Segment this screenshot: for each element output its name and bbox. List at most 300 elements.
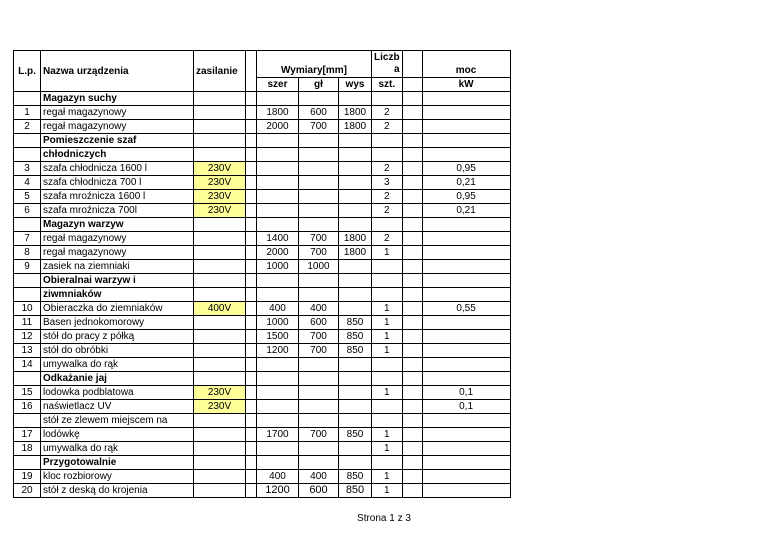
row-height: 850 bbox=[339, 484, 372, 498]
row-depth: 1000 bbox=[299, 260, 339, 274]
row-lp bbox=[14, 148, 41, 162]
row-kw: 0,55 bbox=[422, 302, 510, 316]
table-row bbox=[14, 316, 511, 330]
row-empty bbox=[402, 232, 422, 246]
row-name: regał magazynowy bbox=[41, 120, 194, 134]
row-empty bbox=[402, 316, 422, 330]
section-row bbox=[14, 92, 511, 106]
row-name: zasiek na ziemniaki bbox=[41, 260, 194, 274]
row-depth: 400 bbox=[299, 302, 339, 316]
header-kw-unit: kW bbox=[422, 78, 510, 92]
row-depth bbox=[299, 386, 339, 400]
row-height bbox=[339, 400, 372, 414]
row-spacer bbox=[246, 274, 257, 288]
row-depth bbox=[299, 218, 339, 232]
row-empty bbox=[402, 372, 422, 386]
header-depth: gł bbox=[299, 78, 339, 92]
row-kw bbox=[422, 232, 510, 246]
row-qty bbox=[372, 274, 403, 288]
row-depth: 700 bbox=[299, 344, 339, 358]
header-dims: Wymiary[mm] bbox=[257, 51, 372, 78]
row-empty bbox=[402, 176, 422, 190]
row-empty bbox=[402, 260, 422, 274]
row-height bbox=[339, 442, 372, 456]
row-height bbox=[339, 456, 372, 470]
header-empty-2 bbox=[402, 78, 422, 92]
row-qty: 1 bbox=[372, 330, 403, 344]
row-power: 230V bbox=[194, 386, 246, 400]
row-kw: 0,21 bbox=[422, 176, 510, 190]
row-kw: 0,1 bbox=[422, 386, 510, 400]
table-row bbox=[14, 400, 511, 414]
table-row bbox=[14, 344, 511, 358]
section-row bbox=[14, 274, 511, 288]
row-width bbox=[257, 456, 299, 470]
row-qty: 1 bbox=[372, 428, 403, 442]
row-spacer bbox=[246, 162, 257, 176]
row-width bbox=[257, 190, 299, 204]
row-power bbox=[194, 218, 246, 232]
row-power bbox=[194, 414, 246, 428]
row-height bbox=[339, 358, 372, 372]
row-height bbox=[339, 176, 372, 190]
row-qty: 2 bbox=[372, 232, 403, 246]
header-power: zasilanie bbox=[194, 51, 246, 92]
row-qty bbox=[372, 134, 403, 148]
row-lp: 4 bbox=[14, 176, 41, 190]
row-spacer bbox=[246, 204, 257, 218]
row-empty bbox=[402, 302, 422, 316]
row-kw bbox=[422, 134, 510, 148]
row-power bbox=[194, 148, 246, 162]
row-spacer bbox=[246, 386, 257, 400]
row-empty bbox=[402, 344, 422, 358]
row-depth bbox=[299, 204, 339, 218]
row-empty bbox=[402, 288, 422, 302]
row-name: Obieraczka do ziemniaków bbox=[41, 302, 194, 316]
row-height: 850 bbox=[339, 428, 372, 442]
row-kw bbox=[422, 456, 510, 470]
row-qty: 1 bbox=[372, 442, 403, 456]
row-power bbox=[194, 372, 246, 386]
row-qty: 1 bbox=[372, 386, 403, 400]
row-lp bbox=[14, 456, 41, 470]
row-kw bbox=[422, 288, 510, 302]
header-spacer bbox=[246, 51, 257, 92]
row-spacer bbox=[246, 428, 257, 442]
row-power bbox=[194, 428, 246, 442]
row-lp: 7 bbox=[14, 232, 41, 246]
row-spacer bbox=[246, 414, 257, 428]
row-empty bbox=[402, 134, 422, 148]
row-empty bbox=[402, 218, 422, 232]
row-kw: 0,95 bbox=[422, 190, 510, 204]
row-power: 230V bbox=[194, 176, 246, 190]
row-empty bbox=[402, 386, 422, 400]
row-spacer bbox=[246, 330, 257, 344]
row-width: 1500 bbox=[257, 330, 299, 344]
row-qty: 1 bbox=[372, 470, 403, 484]
header-empty bbox=[402, 51, 422, 78]
table-row bbox=[14, 386, 511, 400]
section-row bbox=[14, 456, 511, 470]
row-depth bbox=[299, 134, 339, 148]
row-width: 1200 bbox=[257, 344, 299, 358]
row-spacer bbox=[246, 302, 257, 316]
row-depth: 700 bbox=[299, 330, 339, 344]
row-width bbox=[257, 176, 299, 190]
row-height bbox=[339, 260, 372, 274]
row-width bbox=[257, 274, 299, 288]
row-width: 400 bbox=[257, 470, 299, 484]
row-qty: 1 bbox=[372, 302, 403, 316]
row-lp: 10 bbox=[14, 302, 41, 316]
table-row bbox=[14, 120, 511, 134]
row-width bbox=[257, 414, 299, 428]
row-height bbox=[339, 92, 372, 106]
row-height bbox=[339, 148, 372, 162]
row-spacer bbox=[246, 400, 257, 414]
row-lp: 15 bbox=[14, 386, 41, 400]
row-depth bbox=[299, 190, 339, 204]
row-name: kloc rozbiorowy bbox=[41, 470, 194, 484]
row-width bbox=[257, 92, 299, 106]
row-kw bbox=[422, 120, 510, 134]
row-qty: 1 bbox=[372, 246, 403, 260]
row-spacer bbox=[246, 246, 257, 260]
row-depth bbox=[299, 162, 339, 176]
row-lp bbox=[14, 372, 41, 386]
section-title: chłodniczych bbox=[41, 148, 194, 162]
row-name: lodowka podblatowa bbox=[41, 386, 194, 400]
row-empty bbox=[402, 190, 422, 204]
row-qty: 1 bbox=[372, 344, 403, 358]
row-width: 2000 bbox=[257, 120, 299, 134]
row-height bbox=[339, 274, 372, 288]
row-lp: 8 bbox=[14, 246, 41, 260]
section-row bbox=[14, 134, 511, 148]
row-depth: 700 bbox=[299, 120, 339, 134]
section-row bbox=[14, 288, 511, 302]
row-name: szafa mroźnicza 700l bbox=[41, 204, 194, 218]
row-name: szafa mroźnicza 1600 l bbox=[41, 190, 194, 204]
row-depth bbox=[299, 372, 339, 386]
header-lp: L.p. bbox=[14, 51, 41, 92]
row-depth bbox=[299, 148, 339, 162]
header-qty-top bbox=[372, 51, 403, 78]
row-lp: 1 bbox=[14, 106, 41, 120]
table-row bbox=[14, 414, 511, 428]
table-row bbox=[14, 302, 511, 316]
row-lp: 2 bbox=[14, 120, 41, 134]
row-spacer bbox=[246, 358, 257, 372]
row-lp: 6 bbox=[14, 204, 41, 218]
header-moc: moc bbox=[422, 51, 510, 78]
row-empty bbox=[402, 456, 422, 470]
row-width bbox=[257, 162, 299, 176]
row-empty bbox=[402, 484, 422, 498]
table-row bbox=[14, 330, 511, 344]
table-row bbox=[14, 260, 511, 274]
row-kw bbox=[422, 92, 510, 106]
equipment-table bbox=[13, 50, 511, 498]
row-qty bbox=[372, 92, 403, 106]
row-lp bbox=[14, 414, 41, 428]
row-width: 2000 bbox=[257, 246, 299, 260]
row-kw: 0,21 bbox=[422, 204, 510, 218]
section-title: Przygotowalnie bbox=[41, 456, 194, 470]
row-empty bbox=[402, 120, 422, 134]
row-kw bbox=[422, 344, 510, 358]
row-spacer bbox=[246, 456, 257, 470]
row-name: naświetlacz UV bbox=[41, 400, 194, 414]
row-width bbox=[257, 442, 299, 456]
row-height: 850 bbox=[339, 316, 372, 330]
row-spacer bbox=[246, 470, 257, 484]
row-lp: 11 bbox=[14, 316, 41, 330]
row-power bbox=[194, 484, 246, 498]
row-kw bbox=[422, 274, 510, 288]
row-height: 1800 bbox=[339, 106, 372, 120]
row-lp: 14 bbox=[14, 358, 41, 372]
row-height bbox=[339, 204, 372, 218]
row-kw bbox=[422, 442, 510, 456]
row-empty bbox=[402, 358, 422, 372]
row-name: stół ze zlewem miejscem na bbox=[41, 414, 194, 428]
row-depth: 600 bbox=[299, 484, 339, 498]
table-row bbox=[14, 442, 511, 456]
row-kw bbox=[422, 358, 510, 372]
page-footer: Strona 1 z 3 bbox=[357, 513, 411, 524]
row-lp: 16 bbox=[14, 400, 41, 414]
row-depth bbox=[299, 288, 339, 302]
row-empty bbox=[402, 274, 422, 288]
row-spacer bbox=[246, 134, 257, 148]
row-kw bbox=[422, 414, 510, 428]
row-empty bbox=[402, 442, 422, 456]
row-spacer bbox=[246, 176, 257, 190]
row-depth bbox=[299, 176, 339, 190]
row-width bbox=[257, 372, 299, 386]
row-power bbox=[194, 330, 246, 344]
row-power bbox=[194, 106, 246, 120]
row-width bbox=[257, 358, 299, 372]
row-power bbox=[194, 246, 246, 260]
row-qty bbox=[372, 218, 403, 232]
row-empty bbox=[402, 106, 422, 120]
row-power: 230V bbox=[194, 400, 246, 414]
row-name: regał magazynowy bbox=[41, 106, 194, 120]
row-spacer bbox=[246, 232, 257, 246]
row-spacer bbox=[246, 372, 257, 386]
row-name: regał magazynowy bbox=[41, 232, 194, 246]
row-qty: 3 bbox=[372, 176, 403, 190]
row-kw: 0,1 bbox=[422, 400, 510, 414]
row-kw bbox=[422, 218, 510, 232]
row-power bbox=[194, 232, 246, 246]
row-width: 1800 bbox=[257, 106, 299, 120]
table-row bbox=[14, 176, 511, 190]
table-row bbox=[14, 358, 511, 372]
row-power bbox=[194, 134, 246, 148]
row-width bbox=[257, 400, 299, 414]
row-kw bbox=[422, 484, 510, 498]
row-kw: 0,95 bbox=[422, 162, 510, 176]
row-spacer bbox=[246, 442, 257, 456]
row-depth bbox=[299, 358, 339, 372]
row-kw bbox=[422, 246, 510, 260]
row-power bbox=[194, 344, 246, 358]
row-lp: 18 bbox=[14, 442, 41, 456]
table-row bbox=[14, 246, 511, 260]
row-height bbox=[339, 218, 372, 232]
row-power bbox=[194, 470, 246, 484]
row-power bbox=[194, 274, 246, 288]
row-kw bbox=[422, 260, 510, 274]
row-empty bbox=[402, 330, 422, 344]
row-name: umywalka do rąk bbox=[41, 358, 194, 372]
row-power: 230V bbox=[194, 162, 246, 176]
row-lp: 9 bbox=[14, 260, 41, 274]
row-empty bbox=[402, 148, 422, 162]
row-kw bbox=[422, 330, 510, 344]
table-row bbox=[14, 428, 511, 442]
row-spacer bbox=[246, 106, 257, 120]
row-height bbox=[339, 302, 372, 316]
table-row bbox=[14, 190, 511, 204]
row-lp bbox=[14, 288, 41, 302]
row-height bbox=[339, 162, 372, 176]
section-row bbox=[14, 218, 511, 232]
row-lp bbox=[14, 92, 41, 106]
row-power bbox=[194, 120, 246, 134]
row-depth: 600 bbox=[299, 106, 339, 120]
section-row bbox=[14, 148, 511, 162]
row-power: 400V bbox=[194, 302, 246, 316]
row-depth: 400 bbox=[299, 470, 339, 484]
header-row-top bbox=[14, 51, 511, 78]
row-width bbox=[257, 204, 299, 218]
row-qty bbox=[372, 148, 403, 162]
row-depth bbox=[299, 92, 339, 106]
row-qty: 1 bbox=[372, 316, 403, 330]
row-width bbox=[257, 134, 299, 148]
header-name: Nazwa urządzenia bbox=[41, 51, 194, 92]
row-width: 1200 bbox=[257, 484, 299, 498]
row-qty bbox=[372, 288, 403, 302]
row-qty: 2 bbox=[372, 120, 403, 134]
row-qty bbox=[372, 414, 403, 428]
row-empty bbox=[402, 470, 422, 484]
section-row bbox=[14, 372, 511, 386]
row-spacer bbox=[246, 218, 257, 232]
row-lp: 3 bbox=[14, 162, 41, 176]
row-width bbox=[257, 288, 299, 302]
table-row bbox=[14, 484, 511, 498]
row-power bbox=[194, 288, 246, 302]
row-depth bbox=[299, 400, 339, 414]
row-power bbox=[194, 358, 246, 372]
row-spacer bbox=[246, 260, 257, 274]
row-height bbox=[339, 190, 372, 204]
header-qty-line1: Liczb bbox=[374, 52, 400, 63]
row-height: 850 bbox=[339, 344, 372, 358]
row-spacer bbox=[246, 344, 257, 358]
row-power: 230V bbox=[194, 190, 246, 204]
row-name: szafa chłodnicza 1600 l bbox=[41, 162, 194, 176]
section-title: Odkażanie jaj bbox=[41, 372, 194, 386]
row-empty bbox=[402, 428, 422, 442]
row-depth: 700 bbox=[299, 246, 339, 260]
row-height: 1800 bbox=[339, 120, 372, 134]
row-qty: 2 bbox=[372, 204, 403, 218]
row-width: 1000 bbox=[257, 316, 299, 330]
row-depth: 700 bbox=[299, 428, 339, 442]
row-spacer bbox=[246, 288, 257, 302]
row-lp bbox=[14, 218, 41, 232]
row-height: 1800 bbox=[339, 232, 372, 246]
row-qty bbox=[372, 456, 403, 470]
row-width bbox=[257, 386, 299, 400]
table-row bbox=[14, 162, 511, 176]
header-qty-unit: szt. bbox=[372, 78, 403, 92]
row-depth bbox=[299, 456, 339, 470]
header-qty-line2: a bbox=[394, 64, 400, 75]
row-empty bbox=[402, 92, 422, 106]
row-kw bbox=[422, 372, 510, 386]
row-empty bbox=[402, 414, 422, 428]
row-lp: 20 bbox=[14, 484, 41, 498]
row-power bbox=[194, 442, 246, 456]
row-depth bbox=[299, 274, 339, 288]
row-power bbox=[194, 456, 246, 470]
row-qty bbox=[372, 372, 403, 386]
row-name: szafa chłodnicza 700 l bbox=[41, 176, 194, 190]
row-spacer bbox=[246, 484, 257, 498]
section-title: Magazyn suchy bbox=[41, 92, 194, 106]
row-depth bbox=[299, 414, 339, 428]
row-empty bbox=[402, 204, 422, 218]
row-height bbox=[339, 372, 372, 386]
row-lp: 17 bbox=[14, 428, 41, 442]
row-width: 1000 bbox=[257, 260, 299, 274]
row-qty: 1 bbox=[372, 484, 403, 498]
row-empty bbox=[402, 246, 422, 260]
row-height: 850 bbox=[339, 470, 372, 484]
row-power bbox=[194, 316, 246, 330]
row-height: 1800 bbox=[339, 246, 372, 260]
row-qty: 2 bbox=[372, 162, 403, 176]
row-name: stół z deską do krojenia bbox=[41, 484, 194, 498]
row-empty bbox=[402, 400, 422, 414]
row-qty bbox=[372, 260, 403, 274]
row-depth: 700 bbox=[299, 232, 339, 246]
row-spacer bbox=[246, 148, 257, 162]
table-row bbox=[14, 232, 511, 246]
row-depth bbox=[299, 442, 339, 456]
row-power: 230V bbox=[194, 204, 246, 218]
row-kw bbox=[422, 428, 510, 442]
row-width bbox=[257, 218, 299, 232]
row-height bbox=[339, 414, 372, 428]
row-qty: 2 bbox=[372, 190, 403, 204]
row-depth: 600 bbox=[299, 316, 339, 330]
section-title: Obieralnai warzyw i bbox=[41, 274, 194, 288]
row-kw bbox=[422, 316, 510, 330]
row-lp: 12 bbox=[14, 330, 41, 344]
row-name: umywalka do rąk bbox=[41, 442, 194, 456]
row-name: stół do pracy z półką bbox=[41, 330, 194, 344]
